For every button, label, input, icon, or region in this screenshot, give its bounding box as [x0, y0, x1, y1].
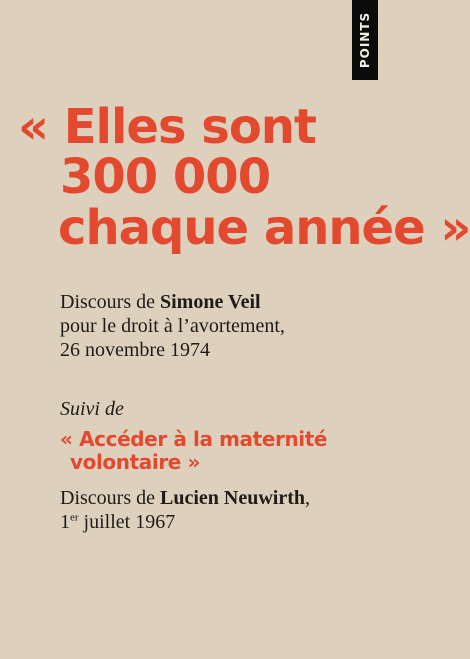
speech-description	[60, 290, 380, 362]
speech-date-line: 26 novembre 1974	[60, 339, 210, 361]
speech-author-prefix: Discours de	[60, 291, 160, 313]
follow-up-description	[60, 486, 380, 534]
book-title	[18, 99, 470, 256]
follow-up-date-line	[60, 510, 380, 534]
follow-up-title-line-1: « Accéder à la maternité	[60, 427, 328, 451]
follow-up-title	[60, 428, 380, 474]
title-line-3: chaque année »	[58, 199, 470, 256]
title-line-1: « Elles sont	[18, 99, 316, 155]
speech-author-name: Simone Veil	[159, 291, 261, 313]
title-line-2: 300 000	[60, 149, 271, 206]
follow-up-title-line-2: volontaire »	[70, 450, 201, 474]
follow-up-author-suffix: ,	[304, 487, 310, 509]
points-logo-text: POINTS	[358, 11, 372, 69]
follow-up-date-rest: juillet 1967	[78, 511, 176, 533]
follow-up-author-prefix: Discours de	[60, 487, 160, 509]
follow-up-date-ordinal: er	[70, 511, 79, 524]
speech-topic-line: pour le droit à l’avortement,	[60, 315, 285, 337]
speech-author-line	[60, 290, 380, 314]
follow-up-author-line	[60, 486, 380, 510]
follow-up-author-name: Lucien Neuwirth	[159, 487, 305, 509]
follow-up-intro: Suivi de	[60, 398, 124, 420]
points-logo	[352, 0, 378, 80]
follow-up-date-day: 1	[60, 511, 70, 533]
